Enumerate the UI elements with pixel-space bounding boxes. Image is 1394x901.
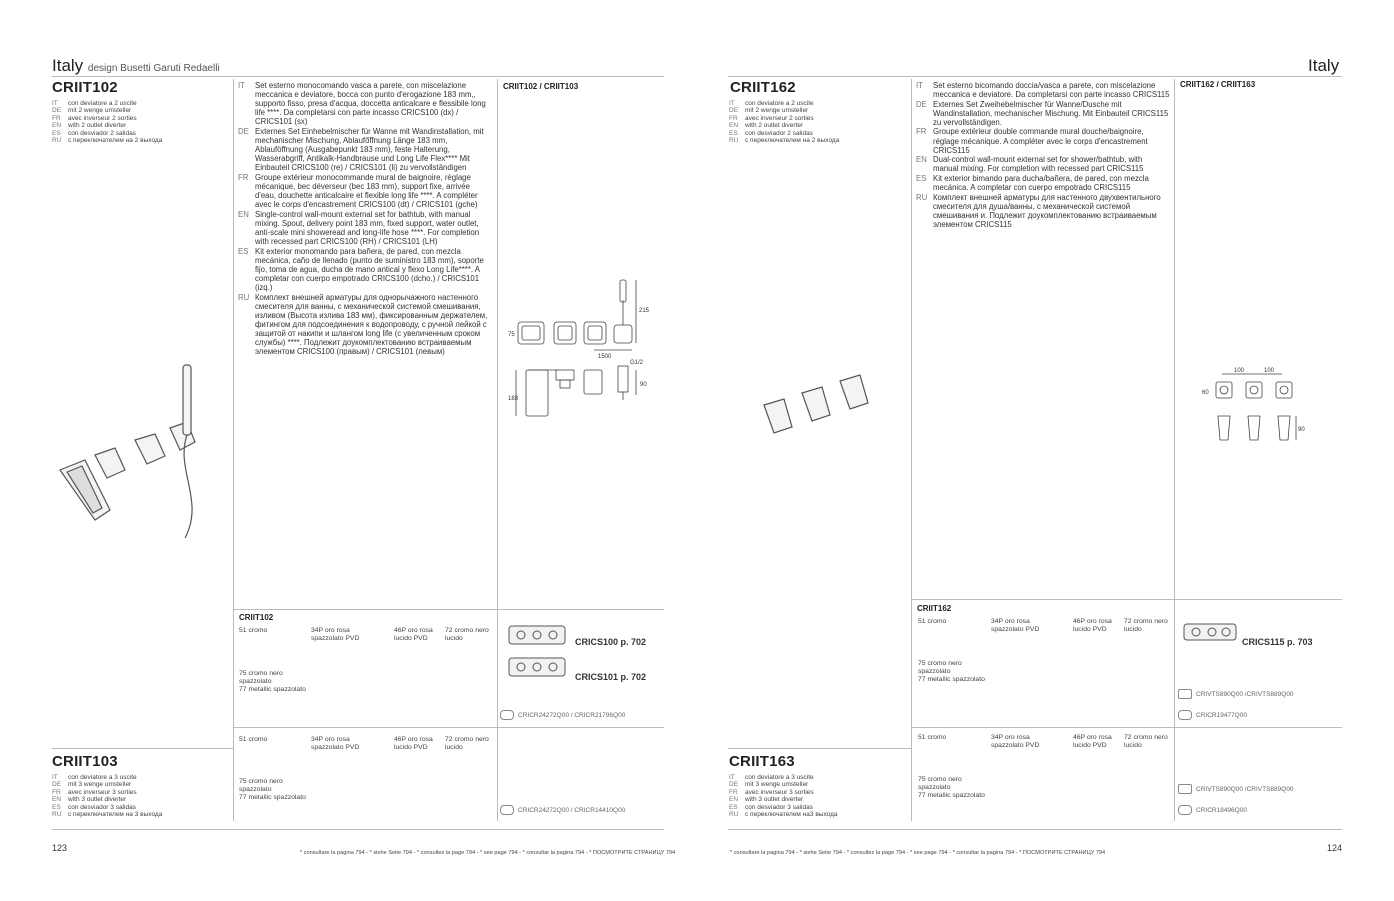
- dim-spacing: 100: [1234, 368, 1245, 374]
- column-divider: [233, 79, 234, 821]
- variant-list: [729, 100, 909, 144]
- description-row: DE Externes Set Einhebelmischer für Wanne mit Wandinstallation, mit mechanischer Mischung, Ablaufőffnung Länge 183 mm, Ablauföffnung (Ausgabepunkt 183 mm), feste Halterung, Wasserabgriff, Antikalk-Handbrause und Long Life Flex**** Mit Einbauteil CRICS100 (re) / CRICS101 (li) zu vervollständigen: [238, 126, 484, 173]
- variant-list: [52, 100, 232, 144]
- variant-row: EN with 2 outlet diverter: [52, 122, 127, 130]
- footnote: * consultare la pagina 794 - * siehe Seite 794 - * consultez la page 794 - * see page 794 - * consultar la pagina 794 - * ПОСМОТРИТЕ СТРАНИЦУ 794: [300, 850, 676, 856]
- description-row: IT Set esterno bicomando doccia/vasca a parete, con miscelazione meccanica e deviatore. Da completarsi con parte incasso CRICS115: [916, 81, 1170, 100]
- section-rule: [233, 609, 664, 610]
- section-rule: [52, 748, 233, 749]
- description-row: FR Groupe extérieur double commande mural douche/baignoire, réglage mécanique. A compléter avec le corps d'encastrement CRICS115: [916, 127, 1148, 155]
- product-code: CRIIT103: [52, 753, 118, 770]
- drawing-title: CRIIT162 / CRIIT163: [1180, 80, 1256, 89]
- product-photo: [760, 375, 890, 440]
- footer-rule: [52, 829, 664, 830]
- variant-row: ES con desviador 3 salidas: [52, 803, 136, 811]
- finish-option: 34P oro rosa spazzolato PVD: [311, 627, 360, 642]
- finish-option: 34P oro rosa spazzolato PVD: [991, 734, 1040, 749]
- product-code: CRIIT102: [52, 79, 118, 96]
- description-row: EN Single-control wall-mount external set for bathtub, with manual mixing. Spout, delivery point 183 mm, fixed support, water outlet, anti-scale mini showeread and long-life hose ****. For completion with recessed part CRICS100 (RH) / CRICS101 (LH): [238, 209, 480, 247]
- hose-icon: [1178, 710, 1192, 720]
- description-row: RU Комплект внешней арматуры для настенного двухвентильного смесителя для душа/ванны, с механической системой смешивания и. Подлежит доукомплектованию встраиваемым элементом CRICS115: [916, 192, 1161, 229]
- recessed-part-ref: CRICS115 p. 703: [1242, 637, 1313, 647]
- finish-option: 72 cromo nero lucido: [445, 736, 489, 751]
- variant-row: ES con desviador 2 salidas: [729, 129, 813, 137]
- finish-option: 75 cromo nero spazzolato: [918, 660, 962, 675]
- finish-option: 34P oro rosa spazzolato PVD: [311, 736, 360, 751]
- variant-row: RU с переключателем на 3 выхода: [52, 811, 163, 819]
- finish-option: 75 cromo nero spazzolato: [239, 778, 283, 793]
- header-rule: [728, 76, 1342, 77]
- spare-parts: CRICR24272Q00 / CRICR14410Q00: [500, 805, 625, 815]
- spare-parts: CRICR19477Q00: [1178, 710, 1247, 720]
- dim-diameter: 60: [1202, 390, 1209, 396]
- finish-option: 75 cromo nero spazzolato: [918, 776, 962, 791]
- hose-icon: [1178, 805, 1192, 815]
- finish-option: 46P oro rosa lucido PVD: [1073, 734, 1112, 749]
- spare-parts: CRICR18496Q00: [1178, 805, 1247, 815]
- product-code: CRIIT163: [729, 753, 795, 770]
- footer-rule: [728, 829, 1342, 830]
- variant-row: IT con deviatore a 3 uscite: [52, 774, 137, 781]
- variant-row: ES con desviador 2 salidas: [52, 129, 136, 137]
- footnote: * consultare la pagina 794 - * siehe Seite 794 - * consultez la page 794 - * see page 794 - * consultar la pagina 794 - * ПОСМОТРИТЕ СТРАНИЦУ 794: [730, 850, 1106, 856]
- recessed-part-ref: CRICS101 p. 702: [575, 672, 647, 682]
- drawing-title: CRIIT102 / CRIIT103: [503, 82, 579, 91]
- designer-credit: design Busetti Garuti Redaelli: [87, 63, 220, 74]
- finish-option: 51 cromo: [918, 734, 947, 741]
- series-name-right: Italy: [1308, 56, 1340, 75]
- description-row: FR Groupe extérieur monocommande mural de baignoire, réglage mécanique, bec déverseur (bec 183 mm), support fixe, arrivée d'eau, douchette anticalcaire et flexible long life ****. A compléter avec le corps d'encastrement CRICS100 (dt) / CRICS101 (gche): [238, 172, 478, 210]
- finish-option: 77 metallic spazzolato: [239, 794, 306, 801]
- hose-icon: [500, 710, 514, 720]
- variant-list: [729, 774, 909, 818]
- section-rule: [911, 727, 1342, 728]
- variant-row: IT con deviatore a 2 uscite: [729, 100, 814, 107]
- dim-spout: 183: [508, 396, 519, 402]
- spare-parts: CRIVTS890Q00 /CRIVTS889Q00: [1178, 689, 1294, 699]
- description-row: RU Комплект внешней арматуры для однорычажного настенного смесителя для ванны, с механической системой смешивания, изливом (Высота излива 183 мм), фиксированным держателем, фитингом для подсоединения к водопроводу, с ручной лейкой с защитой от накипи и шлангом long life (с увеличенным сроком службы) ****. Подлежит доукомплектованию встраиваемым элементом CRICS100 (правым) / CRICS101 (левым): [238, 292, 488, 357]
- series-name: Italy: [52, 56, 84, 75]
- section-rule: [911, 599, 1342, 600]
- cartridge-icon: [1178, 784, 1192, 794]
- product-code: CRIIT162: [730, 79, 796, 96]
- recessed-part-ref: CRICS100 p. 702: [575, 637, 647, 647]
- finish-option: 51 cromo: [239, 627, 268, 634]
- column-divider: [497, 79, 498, 821]
- page-number: 123: [52, 843, 68, 853]
- finish-option: 72 cromo nero lucido: [1124, 734, 1168, 749]
- page-number: 124: [1327, 843, 1343, 853]
- finish-option: 75 cromo nero spazzolato: [239, 670, 283, 685]
- finish-option: 46P oro rosa lucido PVD: [394, 627, 433, 642]
- finish-code: CRIIT102: [239, 613, 274, 622]
- variant-row: EN with 2 outlet diverter: [729, 122, 804, 130]
- variant-row: IT con deviatore a 3 uscite: [729, 774, 814, 781]
- description-row: ES Kit exterior monomando para bañera, de pared, con mezcla mecánica, caño de llenado (punto de suministro 183 mm), soporte fijo, toma de agua, ducha de mano antical y flexo Long Life****. A completar con cuerpo empotrado CRICS100 (dcho.) / CRICS101 (izq.): [238, 246, 484, 293]
- variant-row: RU с переключателем на 2 выхода: [729, 137, 840, 145]
- dim-width: 75: [508, 332, 515, 338]
- finish-option: 34P oro rosa spazzolato PVD: [991, 618, 1040, 633]
- finish-option: 46P oro rosa lucido PVD: [394, 736, 433, 751]
- product-photo: [55, 360, 205, 540]
- description-row: EN Dual-control wall-mount external set for shower/bathtub, with manual mixing. For completion with recessed part CRICS115: [916, 155, 1144, 174]
- product-description: [916, 81, 1170, 230]
- variant-row: RU с переключателем на3 выхода: [729, 811, 838, 819]
- variant-row: DE mit 3 wenge umsteller: [52, 781, 132, 789]
- section-rule: [233, 727, 664, 728]
- variant-row: IT con deviatore a 2 uscite: [52, 100, 137, 107]
- dim-hose: 1500: [598, 354, 612, 360]
- cartridge-icon: [1178, 689, 1192, 699]
- dim-spacing: 100: [1264, 368, 1275, 374]
- variant-row: ES con desviador 3 salidas: [729, 803, 813, 811]
- variant-row: EN with 3 outlet diverter: [729, 796, 804, 804]
- finish-option: 51 cromo: [239, 736, 268, 743]
- variant-row: EN with 3 outlet diverter: [52, 796, 127, 804]
- technical-drawing: [1200, 368, 1310, 448]
- description-row: IT Set esterno monocomando vasca a parete, con miscelazione meccanica e deviatore, bocca con punto d'erogazione 183 mm,, supporto fisso, presa d'acqua, doccetta anticalcare e flessibile long life ****. Da completarsi con parte incasso CRICS100 (dx) / CRICS101 (sx): [238, 81, 486, 127]
- valve-body-photo: [505, 620, 571, 684]
- column-divider: [1174, 79, 1175, 821]
- variant-list: [52, 774, 232, 818]
- finish-code: CRIIT162: [917, 604, 952, 613]
- variant-row: DE mit 3 wenge umsteller: [729, 781, 809, 789]
- finish-option: 72 cromo nero lucido: [445, 627, 489, 642]
- variant-row: FR avec inverseur 2 sorties: [729, 114, 814, 122]
- variant-row: FR avec inverseur 2 sorties: [52, 114, 137, 122]
- finish-option: 77 metallic spazzolato: [918, 792, 985, 799]
- series-title: [52, 56, 220, 76]
- finish-option: 77 metallic spazzolato: [239, 686, 306, 693]
- product-description: [238, 81, 492, 357]
- variant-row: RU с переключателем на 2 выхода: [52, 137, 163, 145]
- hose-icon: [500, 805, 514, 815]
- finish-option: 72 cromo nero lucido: [1124, 618, 1168, 633]
- dim-height: 215: [639, 308, 650, 314]
- variant-row: DE mit 2 wenge umsteller: [729, 107, 809, 115]
- variant-row: FR avec inverseur 3 sorties: [729, 788, 814, 796]
- finish-option: 77 metallic spazzolato: [918, 676, 985, 683]
- valve-body-photo: [1182, 620, 1238, 646]
- column-divider: [911, 79, 912, 821]
- finish-option: 46P oro rosa lucido PVD: [1073, 618, 1112, 633]
- header-rule: [52, 76, 664, 77]
- description-row: ES Kit exterior bimando para ducha/bañera, de pared, con mezcla mecánica. A completar con cuerpo empotrado CRICS115: [916, 173, 1149, 193]
- spare-parts: CRIVTS890Q00 /CRIVTS889Q00: [1178, 784, 1294, 794]
- dim-depth: 90: [1298, 427, 1305, 433]
- section-rule: [728, 748, 911, 749]
- variant-row: FR avec inverseur 3 sorties: [52, 788, 137, 796]
- spare-parts: CRICR24272Q00 / CRICR21796Q00: [500, 710, 625, 720]
- variant-row: DE mit 2 wenge umsteller: [52, 107, 132, 115]
- technical-drawing: [508, 270, 658, 430]
- dim-depth: 90: [640, 382, 647, 388]
- description-row: DE Externes Set Zweihebelmischer für Wanne/Dusche mit Wandinstallation, mechanischer Mischung. Mit Einbauteil CRICS115 zu vervollständigen.: [916, 99, 1169, 127]
- dim-thread: G1/2: [630, 360, 644, 366]
- finish-option: 51 cromo: [918, 618, 947, 625]
